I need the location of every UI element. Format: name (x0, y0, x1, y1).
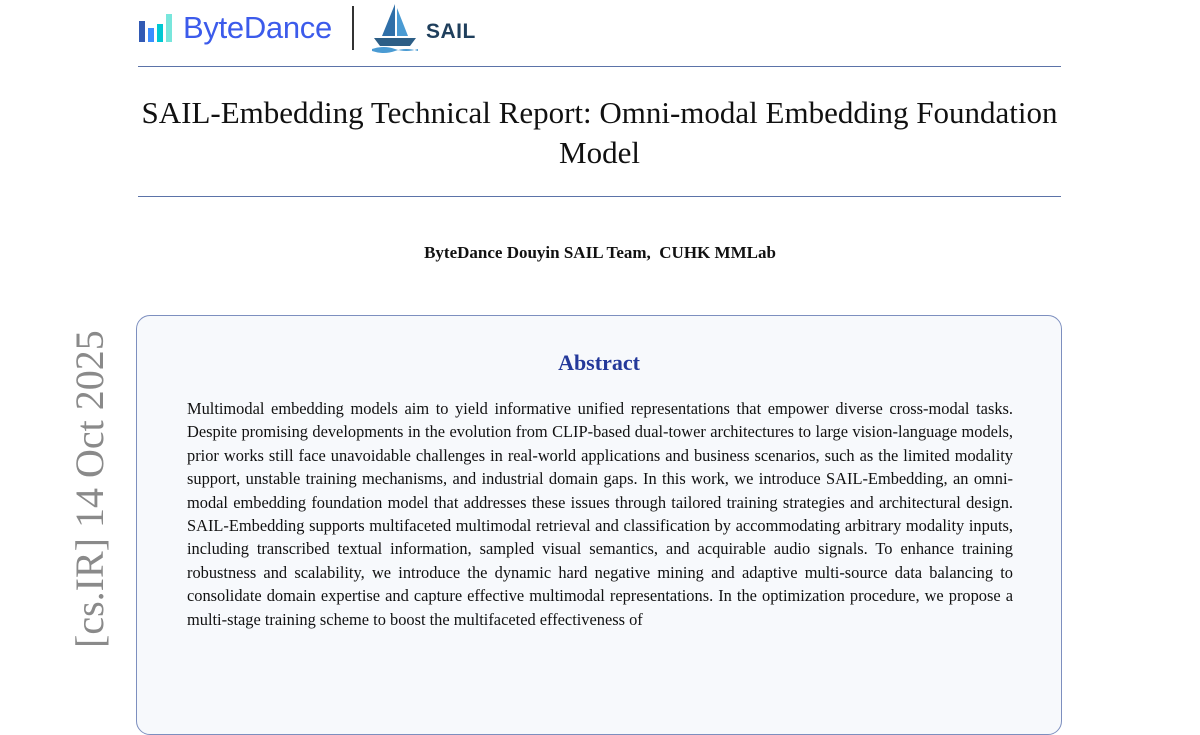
page-header (138, 0, 476, 56)
bytedance-bars-icon (138, 12, 174, 44)
abstract-heading: Abstract (558, 350, 640, 375)
paper-authors: ByteDance Douyin SAIL Team, CUHK MMLab (424, 243, 776, 262)
title-rule (138, 196, 1061, 197)
sailboat-icon (370, 2, 420, 54)
arxiv-stamp: [cs.IR] 14 Oct 2025 (67, 330, 112, 648)
bytedance-logo (138, 10, 332, 46)
logo-divider (352, 6, 354, 50)
sail-logo (370, 2, 476, 54)
header-rule (138, 66, 1061, 67)
bytedance-logo-text: ByteDance (183, 10, 332, 45)
abstract-box (136, 315, 1062, 735)
paper-title: SAIL-Embedding Technical Report: Omni-modal Embedding Foundation Model (141, 95, 1058, 170)
abstract-text: Multimodal embedding models aim to yield informative unified representations that empower diverse cross-modal tasks. Despite promising developments in the evolution from CLIP-based dual-tower architectures to large vision-language models, prior works still face unavoidable challenges in real-world applications and business scenarios, such as the limited modality support, unstable training mechanisms, and industrial domain gaps. In this work, we introduce SAIL-Embedding, an omni-modal embedding foundation model that addresses these issues through tailored training strategies and architectural design. SAIL-Embedding supports multifaceted multimodal retrieval and classification by accommodating arbitrary modality inputs, including transcribed textual information, sampled visual semantics, and acquirable audio signals. To enhance training robustness and scalability, we introduce the dynamic hard negative mining and adaptive multi-source data balancing to consolidate domain expertise and capture effective multimodal representations. In the optimization procedure, we propose a multi-stage training scheme to boost the multifaceted effectiveness of (187, 399, 1013, 629)
sail-logo-text: SAIL (425, 20, 476, 43)
